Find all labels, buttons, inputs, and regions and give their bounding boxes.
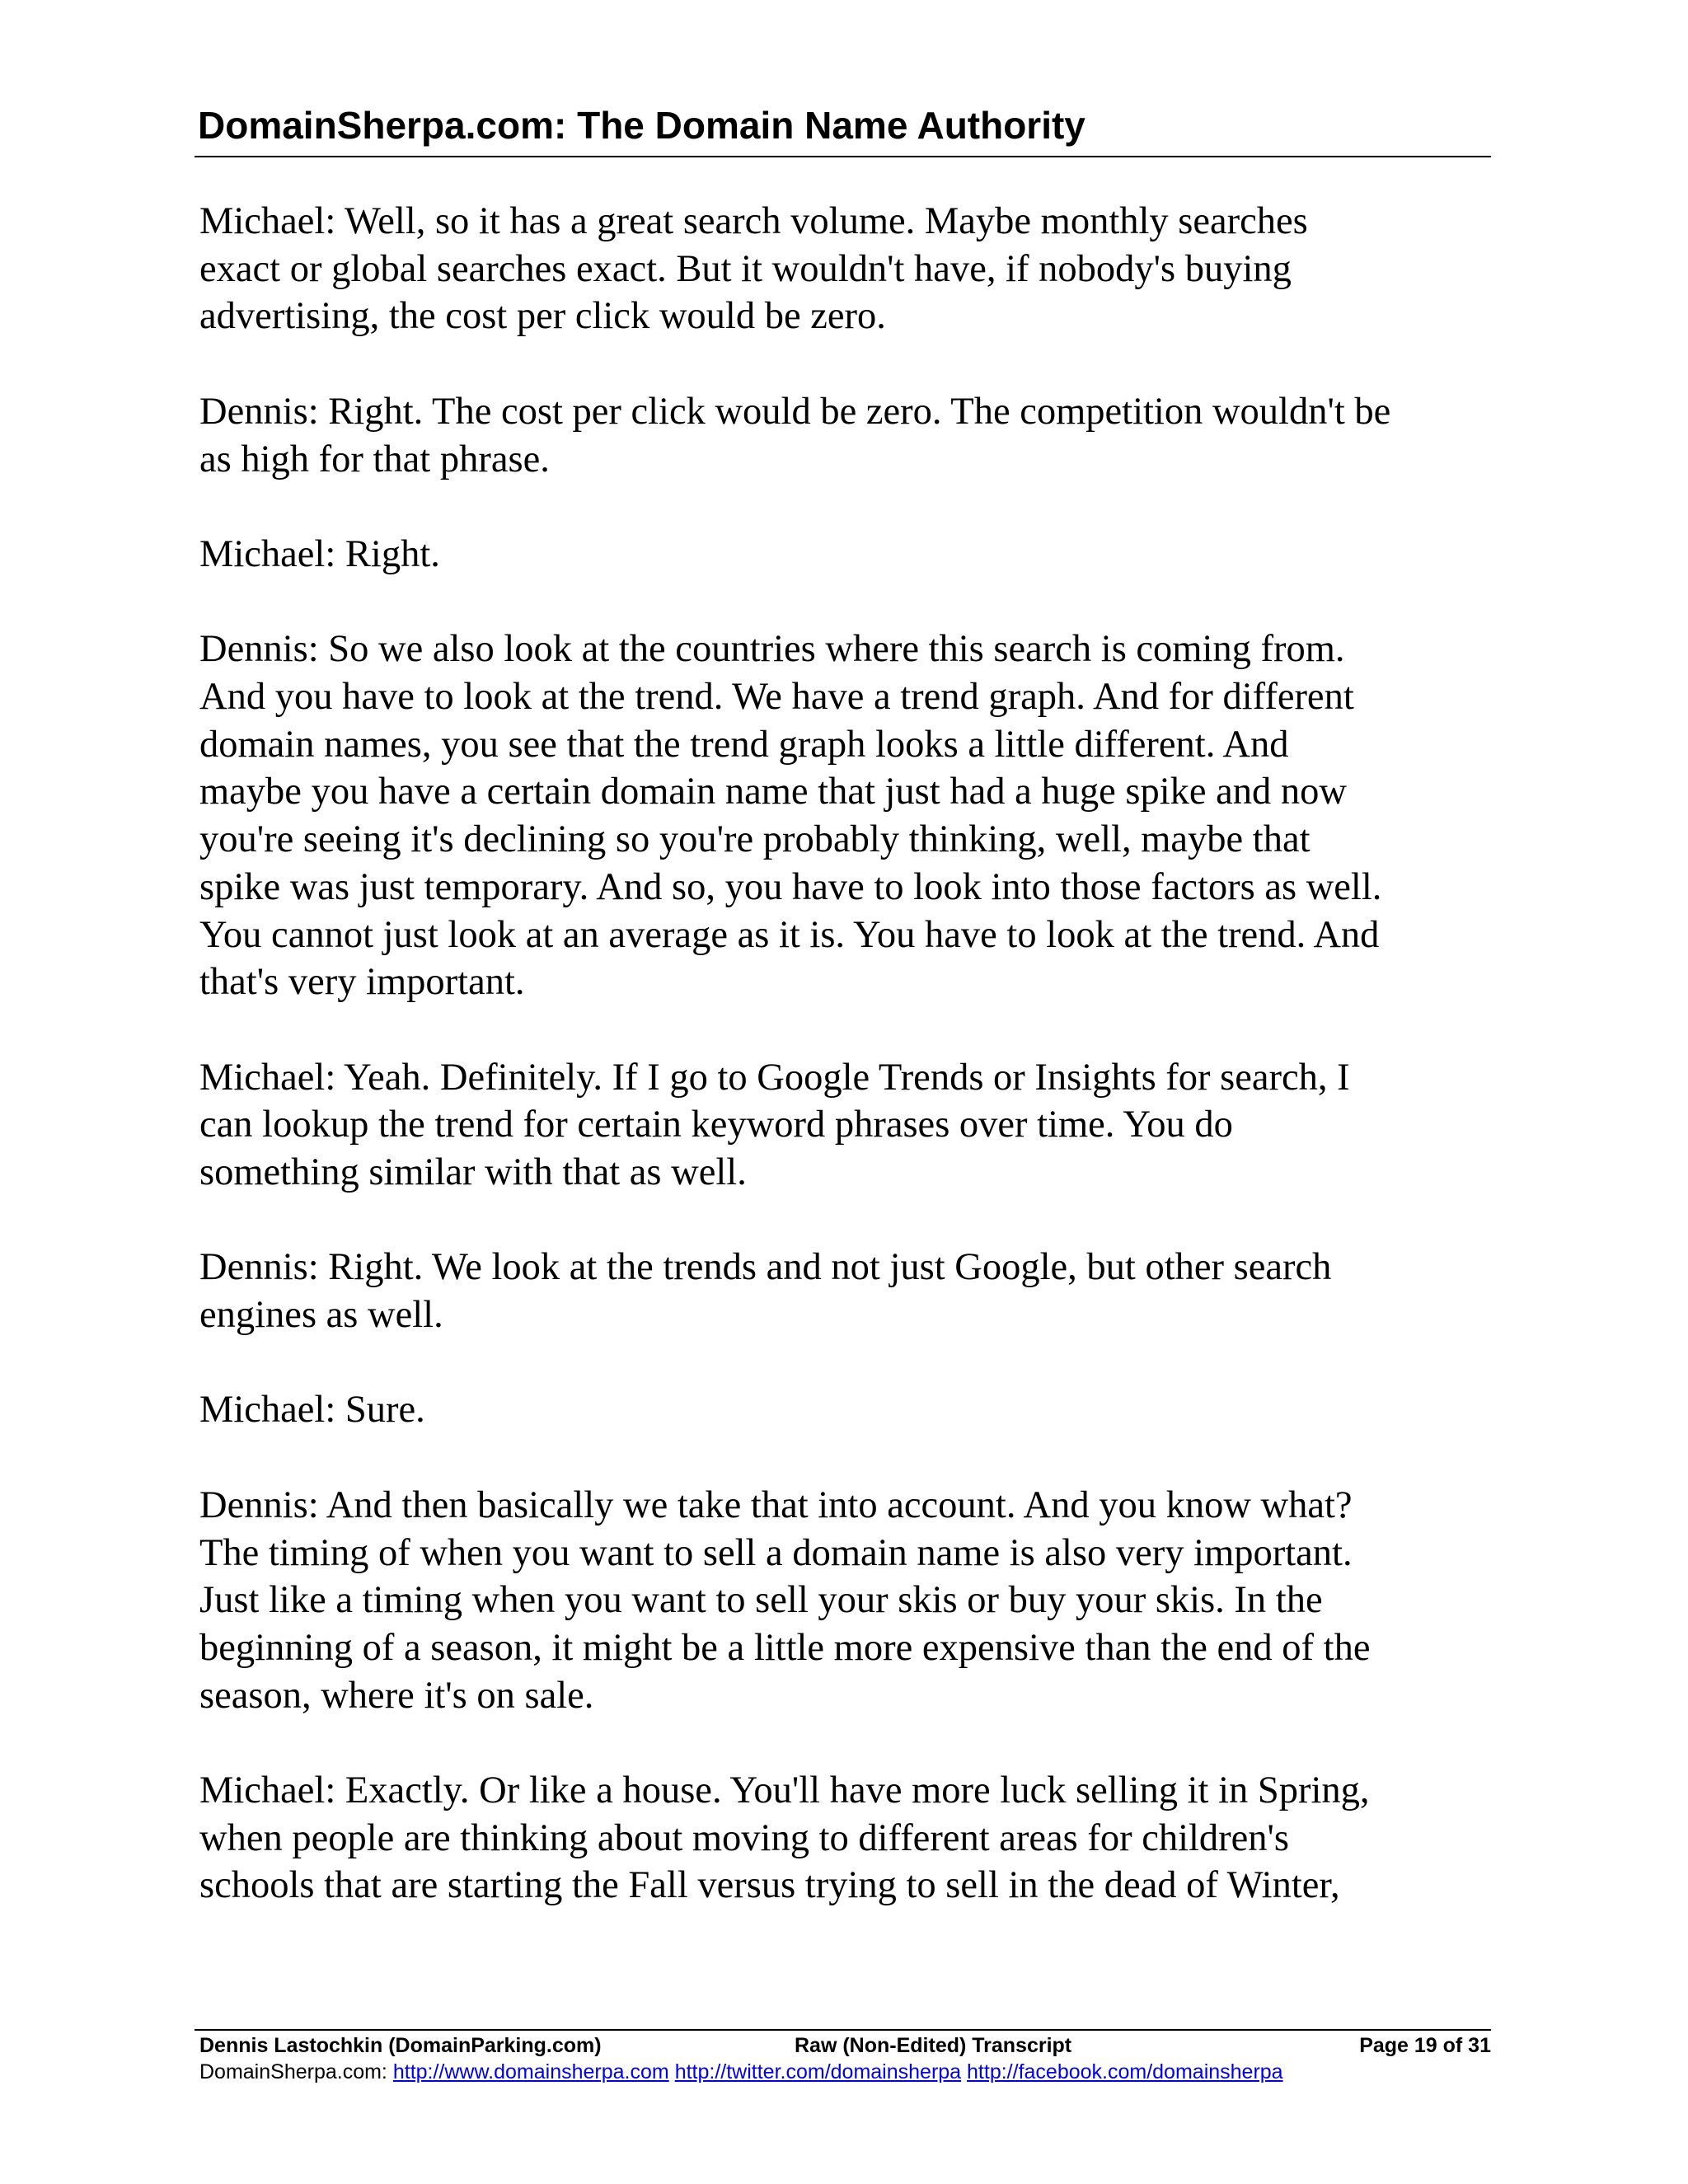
page-header-title: DomainSherpa.com: The Domain Name Authority	[198, 104, 1085, 147]
transcript-line: beginning of a season, it might be a little more expensive than the end of the	[199, 1626, 1371, 1669]
footer-link-twitter[interactable]: http://twitter.com/domainsherpa	[674, 2060, 962, 2083]
footer-links-row	[199, 2059, 1283, 2085]
transcript-paragraph	[199, 1054, 1502, 1197]
footer-info-row	[199, 2032, 1491, 2059]
transcript-paragraph	[199, 198, 1502, 340]
header-divider	[195, 156, 1491, 157]
transcript-line: Michael: Right.	[199, 532, 440, 575]
footer-document-type: Raw (Non-Edited) Transcript	[795, 2034, 1072, 2057]
transcript-line: that's very important.	[199, 961, 525, 1004]
transcript-line: engines as well.	[199, 1294, 443, 1337]
footer-link-facebook[interactable]: http://facebook.com/domainsherpa	[967, 2060, 1283, 2083]
transcript-line: Dennis: Right. We look at the trends and not just Google, but other search	[199, 1246, 1332, 1289]
transcript-paragraph	[199, 388, 1502, 483]
transcript-line: exact or global searches exact. But it wouldn't have, if nobody's buying	[199, 247, 1292, 290]
transcript-line: Michael: Sure.	[199, 1389, 425, 1432]
transcript-body	[199, 198, 1502, 1957]
transcript-line: Dennis: And then basically we take that into account. And you know what?	[199, 1483, 1353, 1526]
transcript-line: You cannot just look at an average as it is. You have to look at the trend. And	[199, 913, 1380, 956]
transcript-line: Dennis: So we also look at the countries where this search is coming from.	[199, 628, 1345, 671]
transcript-line: Michael: Well, so it has a great search volume. Maybe monthly searches	[199, 200, 1308, 242]
transcript-paragraph	[199, 1482, 1502, 1720]
transcript-paragraph	[199, 1244, 1502, 1338]
transcript-line: can lookup the trend for certain keyword phrases over time. You do	[199, 1104, 1233, 1146]
transcript-line: domain names, you see that the trend graph looks a little different. And	[199, 723, 1289, 766]
transcript-line: season, where it's on sale.	[199, 1674, 594, 1717]
transcript-line: The timing of when you want to sell a domain name is also very important.	[199, 1531, 1353, 1574]
transcript-line: advertising, the cost per click would be zero.	[199, 295, 886, 338]
transcript-line: Michael: Exactly. Or like a house. You'll have more luck selling it in Spring,	[199, 1769, 1370, 1812]
footer-guest-name: Dennis Lastochkin (DomainParking.com)	[199, 2034, 602, 2057]
transcript-line: And you have to look at the trend. We have a trend graph. And for different	[199, 675, 1354, 718]
footer-divider	[195, 2029, 1491, 2031]
footer-link-website[interactable]: http://www.domainsherpa.com	[392, 2060, 669, 2083]
transcript-line: as high for that phrase.	[199, 438, 550, 480]
transcript-line: maybe you have a certain domain name that just had a huge spike and now	[199, 771, 1347, 813]
transcript-paragraph	[199, 531, 1502, 579]
transcript-paragraph	[199, 1767, 1502, 1910]
footer-site-label: DomainSherpa.com:	[199, 2060, 387, 2083]
transcript-line: you're seeing it's declining so you're probably thinking, well, maybe that	[199, 818, 1311, 861]
transcript-line: when people are thinking about moving to different areas for children's	[199, 1816, 1290, 1859]
transcript-line: Just like a timing when you want to sell your skis or buy your skis. In the	[199, 1579, 1323, 1622]
transcript-line: schools that are starting the Fall versus trying to sell in the dead of Winter,	[199, 1864, 1340, 1907]
transcript-line: spike was just temporary. And so, you have to look into those factors as well.	[199, 865, 1382, 908]
transcript-paragraph	[199, 626, 1502, 1006]
transcript-line: Michael: Yeah. Definitely. If I go to Google Trends or Insights for search, I	[199, 1056, 1350, 1099]
footer-page-number: Page 19 of 31	[1359, 2034, 1491, 2057]
transcript-paragraph	[199, 1386, 1502, 1434]
transcript-line: Dennis: Right. The cost per click would be zero. The competition wouldn't be	[199, 390, 1391, 433]
transcript-line: something similar with that as well.	[199, 1151, 747, 1193]
